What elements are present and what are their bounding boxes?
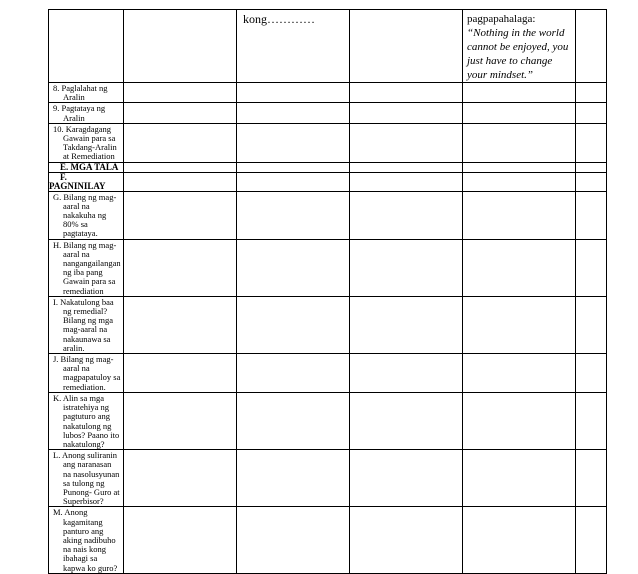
lesson-plan-table — [48, 9, 607, 574]
cell-empty — [237, 354, 350, 393]
cell-empty — [124, 239, 237, 296]
row-label — [49, 191, 124, 239]
table-row — [49, 123, 607, 162]
cell-empty — [463, 354, 576, 393]
cell-empty — [576, 507, 607, 573]
cell-empty — [576, 191, 607, 239]
row-label — [49, 123, 124, 162]
cell-empty — [124, 191, 237, 239]
cell-empty — [463, 103, 576, 123]
cell-empty — [237, 103, 350, 123]
row-label-text: L. Anong suliranin ang naranasan na nasolusyunan sa tulong ng Punong- Guro at Superbisor? — [53, 450, 120, 507]
cell-empty — [124, 296, 237, 353]
cell-empty — [237, 507, 350, 573]
row-label — [49, 83, 124, 103]
row-label-text: K. Alin sa mga istratehiya ng pagtuturo ang nakatulong ng lubos? Paano ito nakatulong? — [53, 392, 120, 449]
cell-empty — [124, 162, 237, 172]
table-row — [49, 392, 607, 449]
cell-empty — [463, 450, 576, 507]
cell-empty — [237, 83, 350, 103]
table-row — [49, 103, 607, 123]
cell-empty — [463, 123, 576, 162]
section-header — [49, 162, 124, 172]
cell-empty — [124, 103, 237, 123]
cell-empty — [237, 162, 350, 172]
cell-empty — [576, 392, 607, 449]
cell-empty — [237, 191, 350, 239]
table-row — [49, 191, 607, 239]
cell-empty — [350, 172, 463, 191]
cell-empty — [576, 83, 607, 103]
cell-empty — [576, 354, 607, 393]
cell-empty — [576, 296, 607, 353]
row-label-text: M. Anong kagamitang panturo ang aking nadibuho na nais kong ibahagi sa kapwa ko guro? — [53, 507, 118, 573]
table-row — [49, 296, 607, 353]
cell-empty — [463, 296, 576, 353]
cell-empty — [463, 507, 576, 573]
table-row — [49, 83, 607, 103]
row-label-text: I. Nakatulong baa ng remedial? Bilang ng mga mag-aaral na nakaunawa sa aralin. — [53, 296, 114, 353]
cell-empty — [237, 450, 350, 507]
row-label-text: 10. Karagdagang Gawain para sa Takdang-Aralin at Remediation — [53, 123, 117, 162]
cell-empty — [124, 507, 237, 573]
section-header — [49, 172, 124, 191]
top-row — [49, 10, 607, 83]
cell-empty — [237, 392, 350, 449]
cell-empty — [576, 123, 607, 162]
row-label — [49, 239, 124, 296]
cell-empty — [350, 123, 463, 162]
pagpapahalaga-heading: pagpapahalaga: — [467, 13, 536, 25]
cell-empty — [350, 10, 463, 83]
row-label-text: 8. Paglalahat ng Aralin — [53, 83, 108, 103]
cell-empty — [463, 83, 576, 103]
cell-empty — [576, 239, 607, 296]
cell-empty — [576, 10, 607, 83]
cell-empty — [463, 172, 576, 191]
section-header-text: F. PAGNINILAY — [49, 171, 106, 191]
cell-empty — [350, 450, 463, 507]
row-label — [49, 354, 124, 393]
cell-empty — [350, 191, 463, 239]
cell-pagpapahalaga — [463, 10, 576, 83]
row-label-text: H. Bilang ng mag-aaral na nangangailangan ng iba pang Gawain para sa remediation — [53, 239, 121, 296]
row-label — [49, 450, 124, 507]
cell-empty — [124, 123, 237, 162]
cell-empty — [237, 123, 350, 162]
table-row — [49, 172, 607, 191]
cell-empty — [576, 103, 607, 123]
table-row — [49, 450, 607, 507]
cell-empty — [350, 162, 463, 172]
row-label — [49, 296, 124, 353]
cell-empty — [350, 354, 463, 393]
cell-empty — [350, 103, 463, 123]
cell-empty — [124, 450, 237, 507]
cell-empty — [124, 172, 237, 191]
cell-empty — [463, 191, 576, 239]
cell-empty — [576, 172, 607, 191]
cell-kong: kong………… — [237, 10, 350, 83]
cell-empty — [237, 172, 350, 191]
cell-empty — [576, 450, 607, 507]
cell-empty — [237, 239, 350, 296]
cell-empty — [350, 83, 463, 103]
cell-empty — [463, 239, 576, 296]
section-header-text: E. MGA TALA — [60, 161, 119, 172]
cell-empty — [124, 354, 237, 393]
table-row — [49, 162, 607, 172]
cell-empty — [350, 392, 463, 449]
cell-empty — [350, 507, 463, 573]
row-label-text: J. Bilang ng mag-aaral na magpapatuloy sa remediation. — [53, 354, 121, 392]
table-row — [49, 507, 607, 573]
cell-empty — [124, 392, 237, 449]
cell-empty — [576, 162, 607, 172]
row-label-text: 9. Pagtataya ng Aralin — [53, 103, 106, 123]
row-label — [49, 392, 124, 449]
cell-empty — [49, 10, 124, 83]
table-row — [49, 354, 607, 393]
table-row — [49, 239, 607, 296]
cell-empty — [463, 392, 576, 449]
cell-empty — [124, 10, 237, 83]
cell-empty — [350, 296, 463, 353]
cell-empty — [463, 162, 576, 172]
row-label-text: G. Bilang ng mag-aaral na nakakuha ng 80% sa pagtataya. — [53, 191, 117, 239]
row-label — [49, 103, 124, 123]
cell-empty — [350, 239, 463, 296]
pagpapahalaga-quote: “Nothing in the world cannot be enjoyed, you just have to change your mindset.” — [467, 27, 569, 81]
cell-empty — [124, 83, 237, 103]
row-label — [49, 507, 124, 573]
cell-empty — [237, 296, 350, 353]
